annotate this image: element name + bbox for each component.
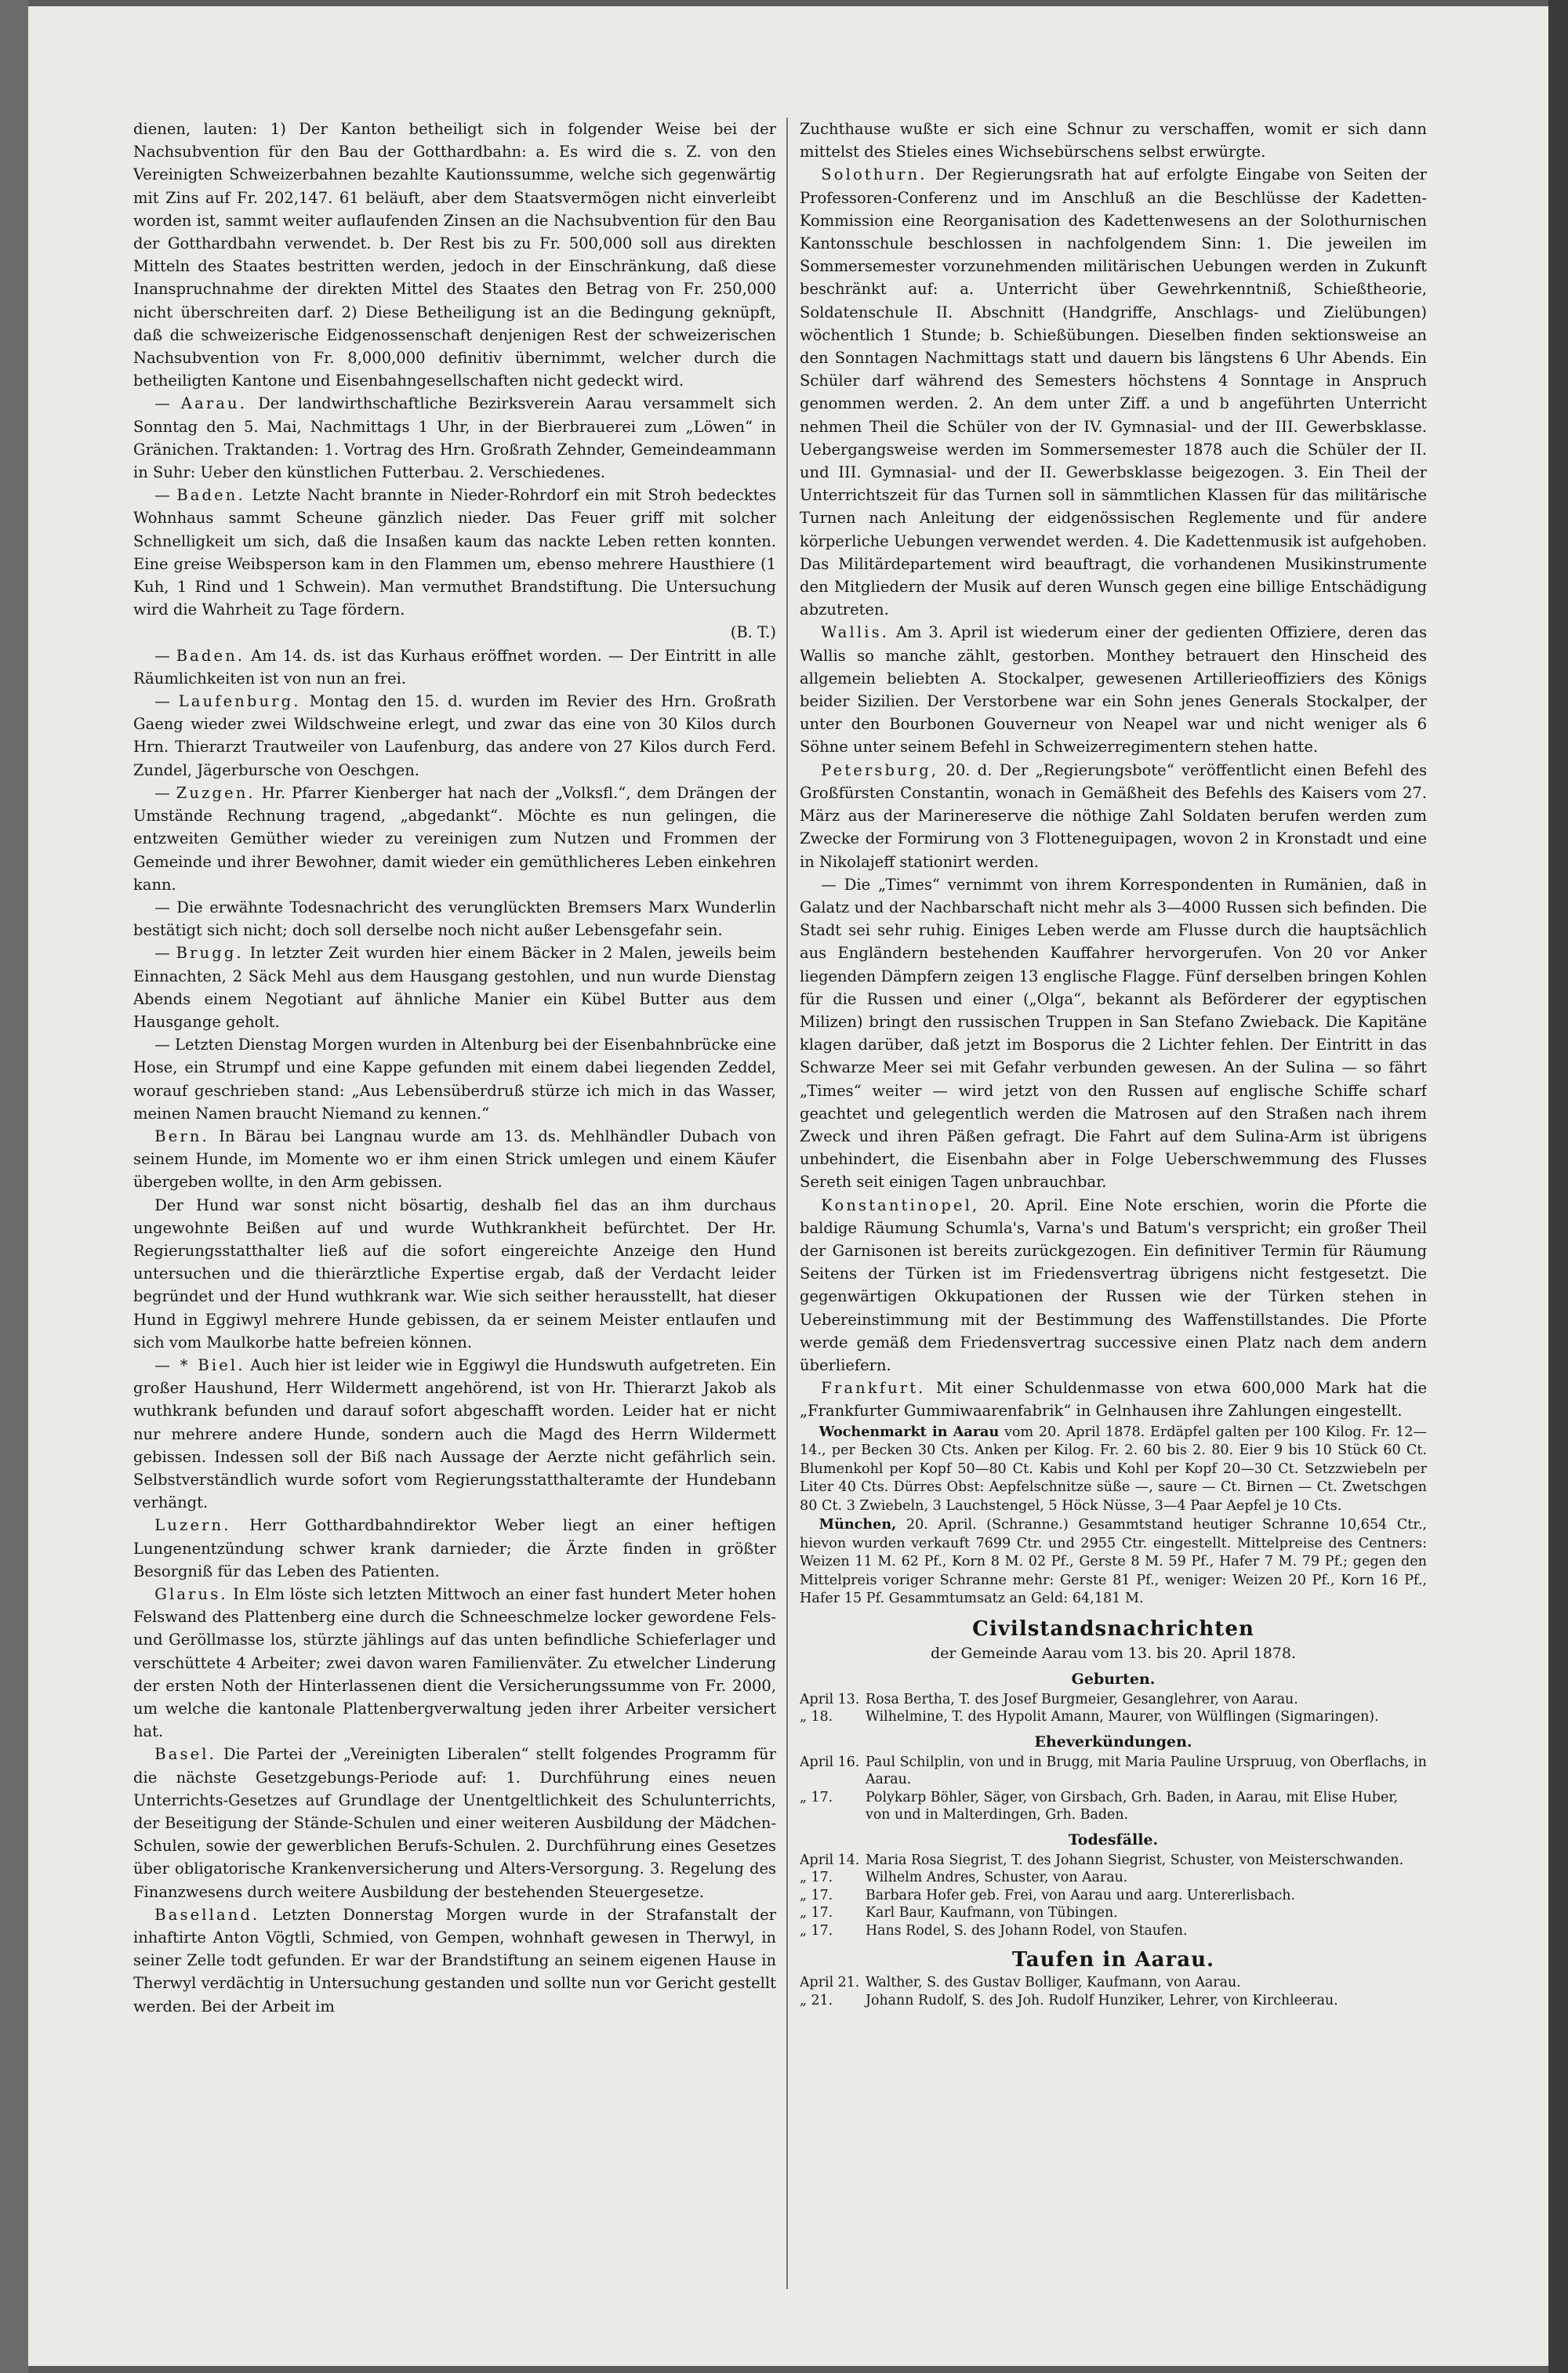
page-edge-right <box>1548 0 1568 2373</box>
market-report-aarau: Wochenmarkt in Aarau vom 20. April 1878. Erdäpfel galten per 100 Kilog. Fr. 12—14., per Becken 30 Cts. Anken per Kilog. Fr. 2. 60 bis 2. 80. Eier 9 bis 10 Stück 60 Ct. Blumenkohl per Kopf 50—80 Ct. Kabis und Kohl per Kopf 20—30 Ct. Setzzwiebeln per Liter 40 Cts. Dürres Obst: Aepfelschnitze süße —, saure — Ct. Birnen — Ct. Zwetschgen 80 Ct. 3 Zwiebeln, 3 Lauchstengel, 5 Höck Nüsse, 3—4 Paar Aepfel je 10 Cts. <box>800 1423 1427 1514</box>
article-glarus: Glarus. In Elm löste sich letzten Mittwoch an einer fast hundert Meter hohen Felswand des Plattenberg eine durch die Schneeschmelze locker gewordene Fels- und Geröllmasse los, stürzte jählings auf das unten befindliche Schieferlager und verschüttete 4 Arbeiter; zwei davon waren Familienväter. Zu etwelcher Linderung der ersten Noth der Hinterlassenen dient die Versicherungssumme von Fr. 2000, um welche die kantonale Plattenbergverwaltung jeden ihrer Arbeiter versichert hat. <box>133 1585 776 1741</box>
article-bern: Bern. In Bärau bei Langnau wurde am 13. ds. Mehlhändler Dubach von seinem Hunde, im Momente wo er ihm einen Strick umlegen und einem Käufer übergeben wollte, in den Arm gebissen. <box>133 1127 776 1192</box>
article-laufenburg: — Laufenburg. Montag den 15. d. wurden im Revier des Hrn. Großrath Gaeng wieder zwei Wildschweine erlegt, und zwar das eine von 30 Kilos durch Hrn. Thierarzt Trautweiler von Laufenburg, das andere von 27 Kilos durch Ferd. Zundel, Jägerbursche von Oeschgen. <box>133 692 776 779</box>
marriages-list <box>800 1754 1427 1824</box>
article-petersburg: Petersburg, 20. d. Der „Regierungsbote“ veröffentlicht einen Befehl des Großfürsten Constantin, wonach in Gemäßheit des Befehls des Kaisers vom 27. März aus der Marinereserve die nöthige Zahl Soldaten berufen werden zum Zwecke der Formirung von 3 Flotteneguipagen, wovon 2 in Kronstadt und eine in Nikolajeff stationirt werden. <box>800 760 1427 871</box>
baptisms-title: Taufen in Aarau. <box>1011 1948 1215 1972</box>
article-zuzgen: — Zuzgen. Hr. Pfarrer Kienberger hat nach der „Volksfl.“, dem Drängen der Umstände Rechnung tragend, „abgedankt“. Möchte es nun gelingen, die entzweiten Gemüther wieder zu vereinigen zum Nutzen und Frommen der Gemeinde und ihrer Bewohner, damit wieder ein gemüthlicheres Leben einkehren kann. <box>133 783 776 894</box>
article-frankfurt: Frankfurt. Mit einer Schuldenmasse von etwa 600,000 Mark hat die „Frankfurter Gummiwaarenfabrik“ in Gelnhausen ihre Zahlungen eingestellt. <box>800 1379 1427 1421</box>
baptisms-list <box>800 1974 1427 2009</box>
list-item: „ 17. Karl Baur, Kaufmann, von Tübingen. <box>800 1905 1118 1921</box>
column-divider <box>786 118 788 2289</box>
list-item: „ 17. Polykarp Böhler, Säger, von Girsbach, Grh. Baden, in Aarau, mit Elise Huber, von und in Malterdingen, Grh. Baden. <box>800 1789 1399 1823</box>
civil-registry-subtitle: der Gemeinde Aarau vom 13. bis 20. April 1878. <box>930 1644 1297 1662</box>
article-solothurn: Solothurn. Der Regierungsrath hat auf erfolgte Eingabe von Seiten der Professoren-Conferenz und im Anschluß an die Beschlüsse der Kadetten-Kommission eine Reorganisation des Kadettenwesens an der Solothurnischen Kantonsschule beschlossen in nachfolgendem Sinn: 1. Die jeweilen im Sommersemester vorzunehmenden militärischen Uebungen werden in Zukunft beschränkt auf: a. Unterricht über Gewehrkenntniß, Schießtheorie, Soldatenschule II. Abschnitt (Handgriffe, Anschlags- und Zielübungen) wöchentlich 1 Stunde; b. Schießübungen. Dieselben finden sektionsweise an den Sonntagen Nachmittags statt und dauern bis längstens 6 Uhr Abends. Ein Schüler darf während des Semesters höchstens 4 Sonntage in Anspruch genommen werden. 2. An dem unter Ziff. a und b angeführten Unterricht nehmen Theil die Schüler von der IV. Gymnasial- und der III. Gewerbsklasse. Uebergangsweise werden im Sommersemester 1878 auch die Schüler der II. und III. Gymnasial- und der II. Gewerbsklasse beigezogen. 3. Ein Theil der Unterrichtszeit für das Turnen soll in sämmtlichen Klassen für das militärische Turnen nach Anleitung der eidgenössischen Reglemente und für andere körperliche Uebungen verwendet werden. 4. Die Kadettenmusik ist aufgehoben. Das Militärdepartement wird beauftragt, die vorhandenen Musikinstrumente den Mitgliedern der Musik auf deren Wunsch gegen eine billige Entschädigung abzutreten. <box>800 165 1427 619</box>
births-list <box>800 1691 1427 1726</box>
article-baselland-continuation: Zuchthause wußte er sich eine Schnur zu verschaffen, womit er sich dann mittelst des Stieles eines Wichsebürschens selbst erwürgte. <box>800 120 1427 161</box>
marriages-heading: Eheverkündungen. <box>1034 1733 1192 1751</box>
list-item: „ 17. Wilhelm Andres, Schuster, von Aarau. <box>800 1870 1128 1886</box>
left-column <box>133 118 776 2305</box>
article-basel: Basel. Die Partei der „Vereinigten Liberalen“ stellt folgendes Programm für die nächste Gesetzgebungs-Periode auf: 1. Durchführung eines neuen Unterrichts-Gesetzes auf Grundlage der Unentgeltlichkeit des Schulunterrichts, der Beseitigung der Stände-Schulen und einer weiteren Ausbildung der Mädchen-Schulen, sowie der gewerblichen Berufs-Schulen. 2. Durchführung eines Gesetzes über obligatorische Krankenversicherung und Alters-Versorgung. 3. Regelung des Finanzwesens durch weitere Ausbildung der bestehenden Steuergesetze. <box>133 1745 776 1901</box>
page-edge-left <box>0 0 28 2373</box>
births-heading: Geburten. <box>1071 1670 1156 1688</box>
list-item: „ 21. Johann Rudolf, S. des Joh. Rudolf Hunziker, Lehrer, von Kirchleerau. <box>800 1992 1338 2008</box>
deaths-heading: Todesfälle. <box>1068 1831 1159 1849</box>
list-item: April 13. Rosa Bertha, T. des Josef Burgmeier, Gesanglehrer, von Aarau. <box>800 1691 1298 1707</box>
article-baden-fire: — Baden. Letzte Nacht brannte in Nieder-Rohrdorf ein mit Stroh bedecktes Wohnhaus sammt Scheune gänzlich nieder. Das Feuer griff mit solcher Schnelligkeit um sich, daß die Insaßen kaum das nackte Leben retten konnten. Eine greise Weibsperson kam in den Flammen um, ebenso mehrere Hausthiere (1 Kuh, 1 Rind und 1 Schwein). Man vermuthet Brandstiftung. Die Untersuchung wird die Wahrheit zu Tage fördern. (B. T.) <box>133 486 776 642</box>
market-report-munich: München, 20. April. (Schranne.) Gesammtstand heutiger Schranne 10,654 Ctr., hievon wurden verkauft 7699 Ctr. und 2955 Ctr. eingestellt. Mittelpreise des Centners: Weizen 11 M. 62 Pf., Korn 8 M. 02 Pf., Gerste 8 M. 59 Pf., Hafer 7 M. 79 Pf.; gegen den Mittelpreis voriger Schranne mehr: Gerste 81 Pf., weniger: Weizen 20 Pf., Korn 16 Pf., Hafer 15 Pf. Gesammtumsatz an Geld: 64,181 M. <box>800 1516 1427 1607</box>
article-brugg: — Brugg. In letzter Zeit wurden hier einem Bäcker in 2 Malen, jeweils beim Einnachten, 2 Säck Mehl aus dem Hausgang gestohlen, und nun wurde Dienstag Abends einem Negotiant auf ähnliche Manier ein Kübel Butter aus dem Hausgange geholt. <box>133 944 776 1031</box>
civil-registry-title: Civilstandsnachrichten <box>972 1616 1254 1641</box>
article-times: — Die „Times“ vernimmt von ihrem Korrespondenten in Rumänien, daß in Galatz und der Nachbarschaft nicht mehr als 3—4000 Russen sich befinden. Die Stadt sei sehr ruhig. Einiges Leben werde am Flusse durch die hauptsächlich aus Engländern bestehenden Kauffahrer hervorgerufen. Von 20 vor Anker liegenden Dämpfern zeigen 13 englische Flagge. Fünf derselben bringen Kohlen für die Russen und einer („Olga“, bekannt als Beförderer der egyptischen Milizen) bringt den russischen Truppen in San Stefano Zwieback. Die Kapitäne klagen darüber, daß jetzt im Bosporus die 2 Lichter fehlen. Der Eintritt in das Schwarze Meer sei mit Gefahr verbunden gewesen. An der Sulina — so fährt „Times“ weiter — wird jetzt von den Russen auf englische Schiffe scharf geachtet und gelegentlich werden die Matrosen auf den Straßen nach ihrem Zweck und ihren Päßen gefragt. Die Fahrt auf dem Sulina-Arm ist übrigens unbehindert, die Eisenbahn aber in Folge Ueberschwemmung des Flusses Sereth seit einigen Tagen unbrauchbar. <box>800 875 1427 1192</box>
deaths-list <box>800 1852 1427 1940</box>
article-baselland: Baselland. Letzten Donnerstag Morgen wurde in der Strafanstalt der inhaftirte Anton Vögtli, Schmied, von Gempen, wohnhaft gewesen in Therwyl, in seiner Zelle todt gefunden. Er war der Brandstiftung an seinem eigenen Hause in Therwyl verdächtig in Untersuchung gestanden und sollte nun vor Gericht gestellt werden. Bei der Arbeit im <box>133 1905 776 2016</box>
article-luzern: Luzern. Herr Gotthardbahndirektor Weber liegt an einer heftigen Lungenentzündung schwer krank darnieder; die Ärzte finden in größter Besorgniß für das Leben des Patienten. <box>133 1516 776 1580</box>
article-biel: — * Biel. Auch hier ist leider wie in Eggiwyl die Hundswuth aufgetreten. Ein großer Haushund, Herr Wildermett angehörend, ist von Hr. Thierarzt Jakob als wuthkrank befunden und darauf sofort abgeschafft worden. Leider hat er nicht nur mehrere andere Hunde, sondern auch die Magd des Herrn Wildermett gebissen. Indessen soll der Biß nach Aussage der Aerzte nicht gefährlich sein. Selbstverständlich wurde sofort vom Regierungsstatthalteramte der Hundebann verhängt. <box>133 1355 776 1512</box>
article-konstantinopel: Konstantinopel, 20. April. Eine Note erschien, worin die Pforte die baldige Räumung Schumla's, Varna's und Batum's verspricht; ein großer Theil der Garnisonen ist bereits zurückgezogen. Ein definitiver Termin für Räumung Seitens der Türken ist im Friedensvertrag übrigens nicht festgesetzt. Die gegenwärtigen Okkupationen der Russen wie der Türken stehen in Uebereinstimmung mit der Bestimmung des Waffenstillstandes. Die Pforte werde gemäß dem Friedensvertrag successive einen Platz nach dem andern überliefern. <box>800 1196 1427 1374</box>
list-item: „ 17. Barbara Hofer geb. Frei, von Aarau und aarg. Untererlisbach. <box>800 1887 1296 1903</box>
article-altenburg: — Letzten Dienstag Morgen wurden in Altenburg bei der Eisenbahnbrücke eine Hose, ein Strumpf und eine Kappe gefunden mit einem dabei liegenden Zeddel, worauf geschrieben stand: „Aus Lebensüberdruß stürze ich mich in das Wasser, meinen Namen braucht Niemand zu kennen.“ <box>133 1036 776 1123</box>
article-gotthard-continuation: dienen, lauten: 1) Der Kanton betheiligt sich in folgender Weise bei der Nachsubvention für den Bau der Gotthardbahn: a. Es wird die s. Z. von den Vereinigten Schweizerbahnen bezahlte Kautionssumme, welche sich gegenwärtig mit Zins auf Fr. 202,147. 61 beläuft, aber dem Staatsvermögen nicht einverleibt worden ist, sammt weiter auflaufenden Zinsen an die Nachsubvention für den Bau der Gotthardbahn verwendet. b. Der Rest bis zu Fr. 500,000 soll aus direkten Mitteln des Staates bestritten werden, jedoch in der Einschränkung, daß diese Inanspruchnahme der direkten Mittel des Staates den Betrag von Fr. 250,000 nicht überschreiten darf. 2) Diese Betheiligung ist an die Bedingung geknüpft, daß die schweizerische Eidgenossenschaft denjenigen Rest der schweizerischen Nachsubvention von Fr. 8,000,000 definitiv übernimmt, welcher durch die betheiligten Kantone und Eisenbahngesellschaften nicht gedeckt wird. <box>133 120 776 390</box>
right-column <box>800 118 1427 2305</box>
article-bern-dog: Der Hund war sonst nicht bösartig, deshalb fiel das an ihm durchaus ungewohnte Beißen auf und wurde Wuthkrankheit befürchtet. Der Hr. Regierungsstatthalter ließ auf die sofort eingereichte Anzeige den Hund untersuchen und die thierärztliche Expertise ergab, daß der Verdacht leider begründet und der Hund wuthkrank war. Wie sich seither herausstellt, hat dieser Hund in Eggiwyl mehrere Hunde gebissen, da er seinem Meister entlaufen und sich vom Maulkorbe hatte befreien können. <box>133 1196 776 1352</box>
article-baden-kurhaus: — Baden. Am 14. ds. ist das Kurhaus eröffnet worden. — Der Eintritt in alle Räumlichkeiten ist von nun an frei. <box>133 646 776 688</box>
list-item: „ 18. Wilhelmine, T. des Hypolit Amann, Maurer, von Wülflingen (Sigmaringen). <box>800 1709 1379 1725</box>
list-item: April 14. Maria Rosa Siegrist, T. des Johann Siegrist, Schuster, von Meisterschwanden. <box>800 1852 1404 1868</box>
list-item: April 16. Paul Schilplin, von und in Brugg, mit Maria Pauline Urspruug, von Oberflachs, in Aarau. <box>800 1754 1427 1788</box>
list-item: „ 17. Hans Rodel, S. des Johann Rodel, von Staufen. <box>800 1922 1188 1939</box>
article-wallis: Wallis. Am 3. April ist wiederum einer der gedienten Offiziere, deren das Wallis so manche zählt, gestorben. Monthey betrauert den Hinscheid des allgemein beliebten A. Stockalper, gewesenen Artillerieoffiziers des Königs beider Sizilien. Der Verstorbene war ein Sohn jenes Generals Stockalper, der unter den Bourbonen Gouverneur von Neapel war und nicht weniger als 6 Söhne unter seinem Befehl in Schweizerregimentern stehen hatte. <box>800 623 1427 757</box>
list-item: April 21. Walther, S. des Gustav Bolliger, Kaufmann, von Aarau. <box>800 1975 1241 1991</box>
article-bremser: — Die erwähnte Todesnachricht des verunglückten Bremsers Marx Wunderlin bestätigt sich nicht; doch soll derselbe noch nicht außer Lebensgefahr sein. <box>133 898 776 940</box>
article-aarau: — Aarau. Der landwirthschaftliche Bezirksverein Aarau versammelt sich Sonntag den 5. Mai, Nachmittags 1 Uhr, in der Bierbrauerei zum „Löwen“ in Gränichen. Traktanden: 1. Vortrag des Hrn. Großrath Zehnder, Gemeindeammann in Suhr: Ueber den künstlichen Futterbau. 2. Verschiedenes. <box>133 394 776 482</box>
